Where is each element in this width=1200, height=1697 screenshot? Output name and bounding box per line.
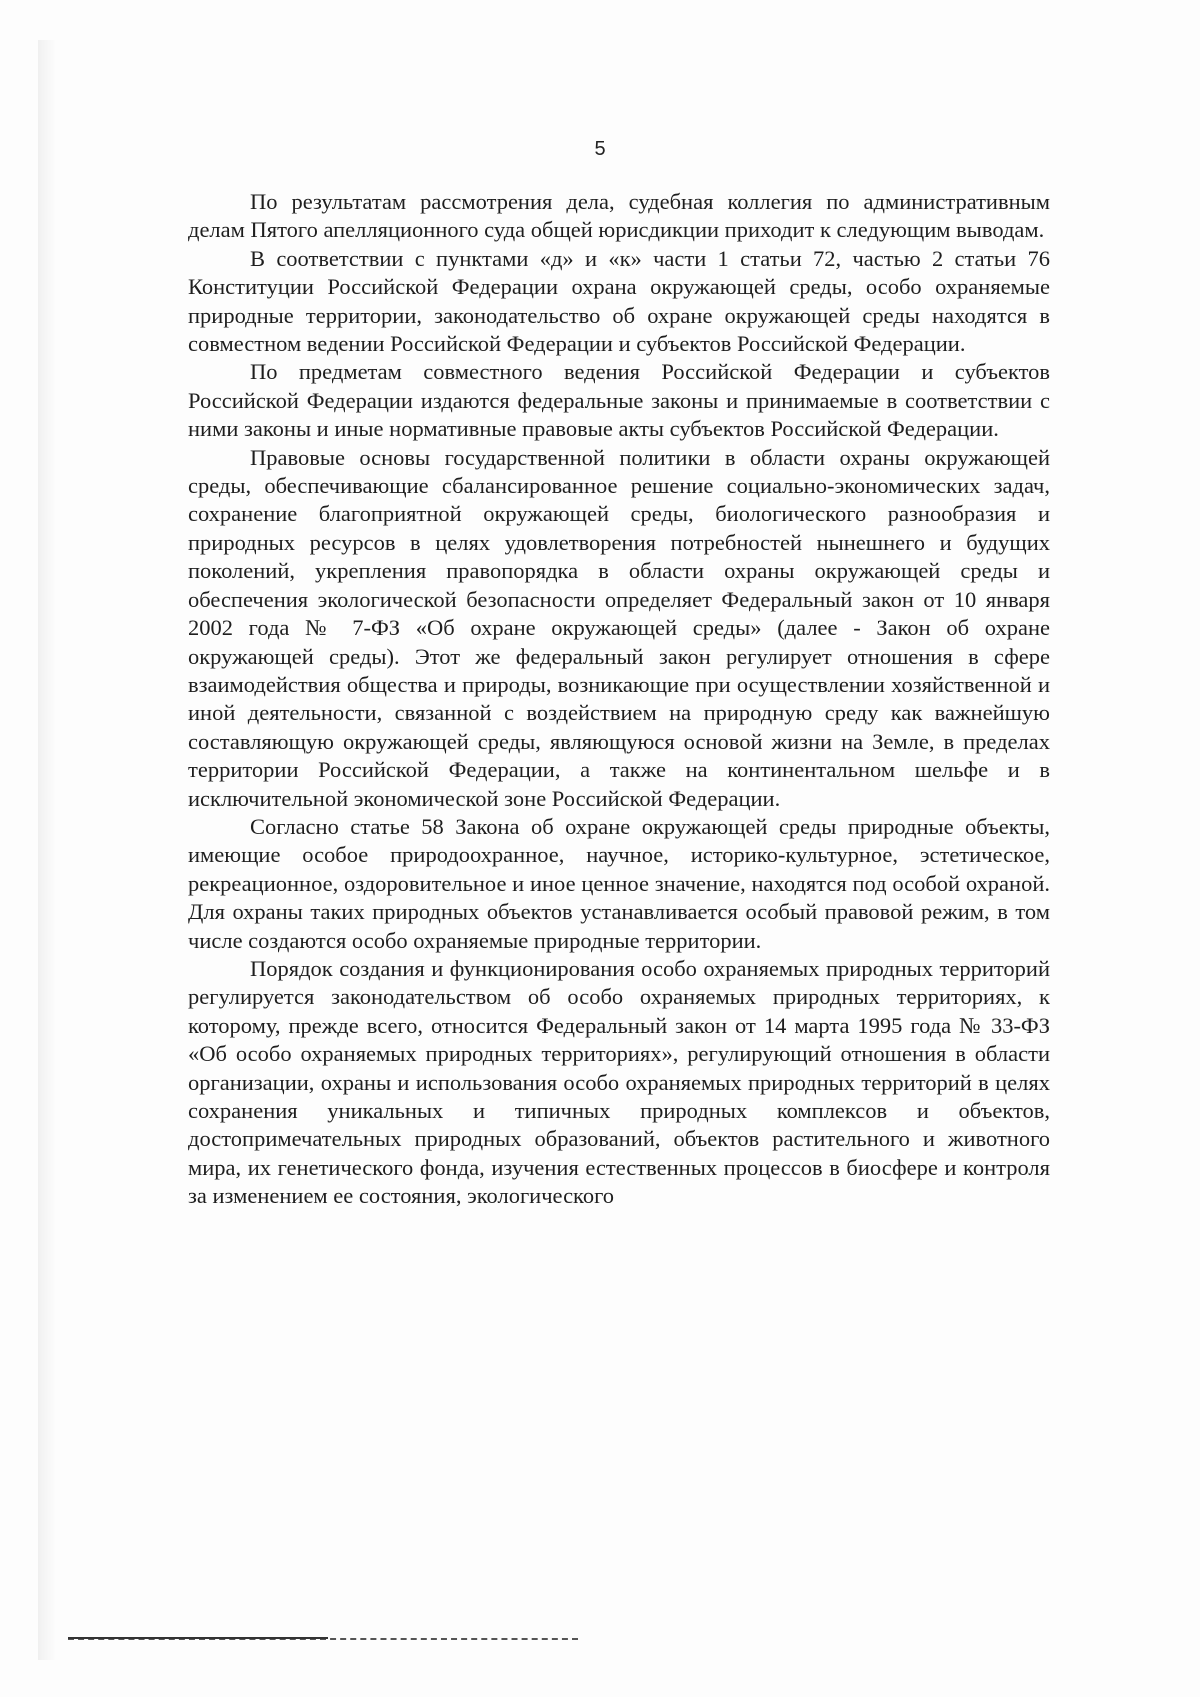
page-number: 5 bbox=[594, 138, 606, 160]
paragraph-1: По результатам рассмотрения дела, судебная коллегия по административным делам Пятого апелляционного суда общей юрисдикции приходит к следующим выводам. bbox=[188, 189, 1050, 243]
bottom-rule-solid bbox=[68, 1637, 328, 1639]
paragraph-5: Согласно статье 58 Закона об охране окружающей среды природные объекты, имеющие особое природоохранное, научное, историко-культурное, эстетическое, рекреационное, оздоровительное и иное ценное значение, находятся под особой охраной. Для охраны таких природных объектов устанавливается особый правовой режим, в том числе создаются особо охраняемые природные территории. bbox=[188, 813, 1050, 953]
paragraph-4: Правовые основы государственной политики в области охраны окружающей среды, обеспечивающие сбалансированное решение социально-экономических задач, сохранение благоприятной окружающей среды, биологического разнообразия и природных ресурсов в целях удовлетворения потребностей нынешнего и будущих поколений, укрепления правопорядка в области охраны окружающей среды и обеспечения экологической безопасности определяет Федеральный закон от 10 января 2002 года № 7-ФЗ «Об охране окружающей среды» (далее - Закон об охране окружающей среды). Этот же федеральный закон регулирует отношения в сфере взаимодействия общества и природы, возникающие при осуществлении хозяйственной и иной деятельности, связанной с воздействием на природную среду как важнейшую составляющую окружающей среды, являющуюся основой жизни на Земле, в пределах территории Российской Федерации, а также на континентальном шельфе и в исключительной экономической зоне Российской Федерации. bbox=[188, 444, 1050, 811]
scan-edge-shadow bbox=[38, 40, 56, 1660]
paragraph-6: Порядок создания и функционирования особо охраняемых природных территорий регулируется законодательством об особо охраняемых природных территориях, к которому, прежде всего, относится Федеральный закон от 14 марта 1995 года № 33-ФЗ «Об особо охраняемых природных территориях», регулирующий отношения в области организации, охраны и использования особо охраняемых природных территорий в целях сохранения уникальных и типичных природных комплексов и объектов, достопримечательных природных образований, объектов растительного и животного мира, их генетического фонда, изучения естественных процессов в биосфере и контроля за изменением ее состояния, экологического bbox=[188, 955, 1050, 1209]
paragraph-3: По предметам совместного ведения Российской Федерации и субъектов Российской Федерации издаются федеральные законы и принимаемые в соответствии с ними законы и иные нормативные правовые акты субъектов Российской Федерации. bbox=[188, 359, 1050, 442]
paragraph-2: В соответствии с пунктами «д» и «к» части 1 статьи 72, частью 2 статьи 76 Конституции Российской Федерации охрана окружающей среды, особо охраняемые природные территории, законодательство об охране окружающей среды находятся в совместном ведении Российской Федерации и субъектов Российской Федерации. bbox=[188, 245, 1050, 357]
document-body bbox=[188, 188, 1050, 1211]
